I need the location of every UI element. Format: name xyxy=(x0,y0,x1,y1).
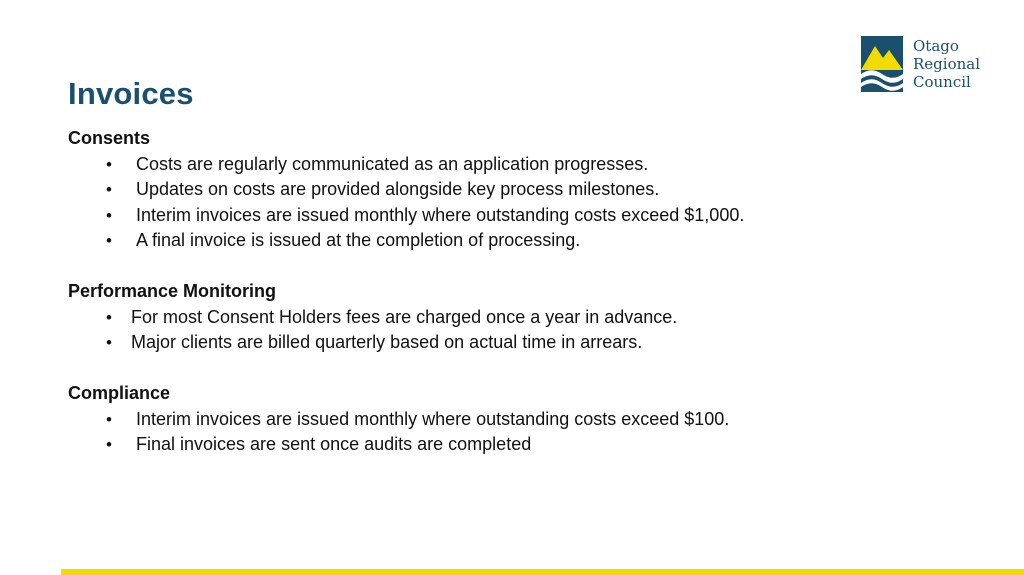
list-item-text: Interim invoices are issued monthly where outstanding costs exceed $1,000. xyxy=(136,204,745,225)
list-item xyxy=(68,152,968,178)
bullet-icon: • xyxy=(106,435,112,454)
list-item-text: Final invoices are sent once audits are completed xyxy=(136,434,532,454)
slide-title: Invoices xyxy=(68,76,194,111)
list-item-text: Costs are regularly communicated as an application progresses. xyxy=(136,153,649,174)
bullet-icon: • xyxy=(106,307,112,327)
list-item xyxy=(68,330,968,356)
list-item xyxy=(68,432,968,458)
section-heading: Performance Monitoring xyxy=(68,281,277,301)
slide-body xyxy=(68,126,968,458)
bullet-icon: • xyxy=(106,180,112,199)
list-item-text: Updates on costs are provided alongside key process milestones. xyxy=(136,179,660,199)
bullet-list xyxy=(68,407,968,458)
otago-regional-council-logo xyxy=(861,36,991,96)
bottom-accent-bar xyxy=(61,569,1024,575)
logo-line-1: Otago xyxy=(913,37,959,55)
list-item xyxy=(68,407,968,433)
bullet-icon: • xyxy=(106,231,112,250)
section-heading: Consents xyxy=(68,128,151,148)
list-item-text: Interim invoices are issued monthly where outstanding costs exceed $100. xyxy=(136,408,730,429)
list-item xyxy=(68,177,968,203)
section-heading: Compliance xyxy=(68,383,171,403)
logo-line-3: Council xyxy=(913,73,971,91)
bullet-icon: • xyxy=(106,205,112,225)
bullet-list xyxy=(68,305,968,356)
list-item xyxy=(68,305,968,331)
logo-wordmark xyxy=(913,37,980,91)
logo-line-2: Regional xyxy=(913,55,981,73)
list-item-text: For most Consent Holders fees are charged once a year in advance. xyxy=(131,306,678,327)
bullet-icon: • xyxy=(106,333,112,352)
list-item-text: Major clients are billed quarterly based on actual time in arrears. xyxy=(131,332,643,352)
bullet-icon: • xyxy=(106,409,112,429)
section-compliance xyxy=(68,381,968,458)
bullet-icon: • xyxy=(106,154,112,174)
bullet-list xyxy=(68,152,968,254)
list-item xyxy=(68,228,968,254)
section-performance-monitoring xyxy=(68,279,968,356)
list-item xyxy=(68,203,968,229)
section-consents xyxy=(68,126,968,254)
mountain-waves-logo-icon xyxy=(861,36,903,92)
list-item-text: A final invoice is issued at the completion of processing. xyxy=(136,230,581,250)
